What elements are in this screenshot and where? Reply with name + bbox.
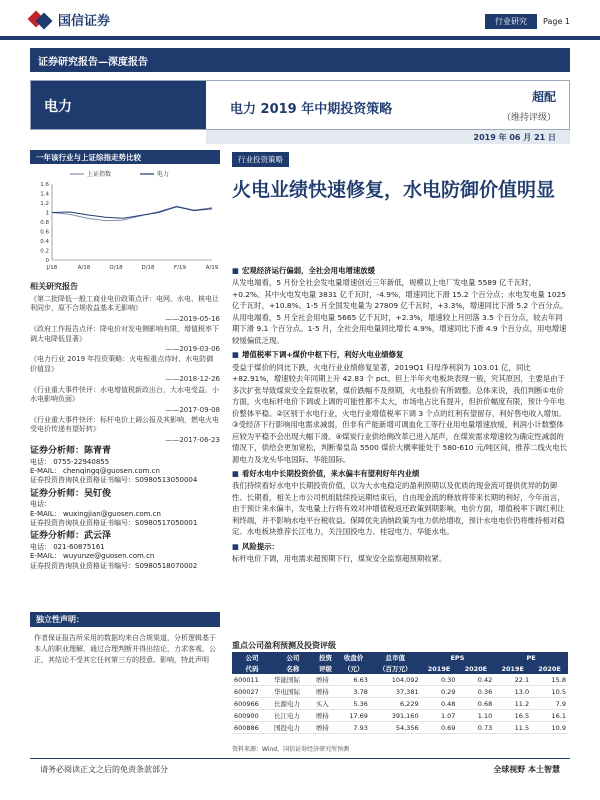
table-cell: 600900 xyxy=(232,710,272,722)
table-row xyxy=(232,698,568,710)
table-cell: 11.2 xyxy=(494,698,531,710)
analyst-tel: 电话： 0755-22940855 xyxy=(30,457,110,466)
table-header: （元） xyxy=(337,663,370,674)
table-row xyxy=(232,686,568,698)
table-cell: 增持 xyxy=(314,674,338,686)
y-tick-label: 1.4 xyxy=(40,191,49,198)
related-date: ——2019-03-06 xyxy=(165,344,220,353)
table-cell: 0.30 xyxy=(421,674,458,686)
chart-svg xyxy=(30,166,220,278)
table-cell: 7.93 xyxy=(337,722,370,734)
section-body: 标杆电价下调，用电需求超预期下行，煤炭安全监察超预期收紧。 xyxy=(232,554,447,564)
related-item[interactable]: 《第二批降低一般工商业电价政策点评：电网、水电、核电让利同步，原不合规收益基本无影响》 xyxy=(30,294,219,313)
table-cell: 0.48 xyxy=(421,698,458,710)
table-header: 名称 xyxy=(272,663,314,674)
legend-label: 电力 xyxy=(157,171,170,178)
page-number: Page 1 xyxy=(543,17,570,26)
table-cell: 国投电力 xyxy=(272,722,314,734)
y-tick-label: 0.6 xyxy=(40,229,49,236)
related-date: ——2017-06-23 xyxy=(165,435,220,444)
table-cell: 600966 xyxy=(232,698,272,710)
section-heading: ■ 增值税率下调+煤价中枢下行，利好火电业绩修复 xyxy=(232,350,404,360)
main-title: 火电业绩快速修复，水电防御价值明显 xyxy=(232,179,556,201)
table-title: 重点公司盈利预测及投资评级 xyxy=(232,641,336,650)
logo-icon xyxy=(30,11,52,29)
chart-title: 一年该行业与上证综指走势比较 xyxy=(30,150,220,164)
y-tick-label: 1 xyxy=(45,210,49,217)
y-tick-label: 0.2 xyxy=(40,248,49,255)
section-heading: ■ 看好水电中长期投资价值，来水偏丰有望利好年内业绩 xyxy=(232,468,420,478)
analyst-cert: 证券投资咨询执业资格证书编号：S0980517050001 xyxy=(30,518,198,527)
analyst-cert: 证券投资咨询执业资格证书编号：S0980518070002 xyxy=(30,561,198,570)
x-tick-label: D/18 xyxy=(141,265,155,271)
related-item[interactable]: 《行业重大事件快评：水电增值税新政出台，大水电受益，小水电影响负面》 xyxy=(30,385,219,404)
statement-body: 作者保证报告所采用的数据均来自合规渠道，分析逻辑基于本人的职业理解，通过合理判断并得出结论，力求客观、公正，其结论不受其它任何第三方的授意、影响，特此声明 xyxy=(34,634,216,665)
table-cell: 0.36 xyxy=(457,686,494,698)
report-title: 电力 2019 年中期投资策略 xyxy=(230,102,393,117)
related-reports xyxy=(30,282,220,446)
report-date: 2019 年 06 月 21 日 xyxy=(473,133,556,142)
table-cell: 华电国际 xyxy=(272,686,314,698)
legend-label: 上证指数 xyxy=(87,171,112,178)
section-heading: ■ 风险提示： xyxy=(232,541,279,551)
table-header-group: 总市值 xyxy=(370,652,421,663)
related-date: ——2017-09-08 xyxy=(165,405,220,414)
brand-name: 国信证券 xyxy=(58,14,111,29)
category-tag: 行业投资策略 xyxy=(232,152,289,167)
table-cell: 增持 xyxy=(314,710,338,722)
body-text xyxy=(232,262,568,568)
table-header: 2020E xyxy=(457,663,494,674)
analyst-name: 证券分析师：武云泽 xyxy=(30,531,112,542)
table-row xyxy=(232,710,568,722)
table-cell: 54,356 xyxy=(370,722,421,734)
section-body: 从发电端看，5 月份全社会发电量增速创近三年新低，规模以上电厂发电量 5589 亿千瓦时，+0.2%。其中火电发电量 3831 亿千瓦时，-4.9%，增速同比下滑 15.2 个百分点；水电发电量 1025 亿千瓦时，+10.8%。1-5 月全国发电量为 27809 亿千瓦时，+3.3%，增速同比下滑 5.2 个百分点。从用电端看，5 月全社会用电量 5665 亿千瓦时，+2.3%，增速较上月回落 3.5 个百分点，较去年同期下滑 9.1 个百分点。1-5 月，全社会用电量同比增长 4.9%，增速同比下滑 4.9 个百分点，用电增速较缓偏低乏现。 xyxy=(232,278,568,345)
table-header-group: 收盘价 xyxy=(337,652,370,663)
table-cell: 华能国际 xyxy=(272,674,314,686)
table-header: 评级 xyxy=(314,663,338,674)
analysts xyxy=(30,446,220,574)
table-cell: 10.5 xyxy=(531,686,568,698)
table-cell: 6,229 xyxy=(370,698,421,710)
table-cell: 0.69 xyxy=(421,722,458,734)
table-cell: 增持 xyxy=(314,722,338,734)
table-cell: 15.8 xyxy=(531,674,568,686)
table-cell: 22.1 xyxy=(494,674,531,686)
table-cell: 391,160 xyxy=(370,710,421,722)
table-header: （百万元） xyxy=(370,663,421,674)
analyst-email: E-MAIL： wuxingjian@guosen.com.cn xyxy=(30,509,161,518)
table-cell: 增持 xyxy=(314,686,338,698)
table-cell: 买入 xyxy=(314,698,338,710)
table-row xyxy=(232,722,568,734)
table-cell: 16.1 xyxy=(531,710,568,722)
table-cell: 长江电力 xyxy=(272,710,314,722)
table-header-group: 投资 xyxy=(314,652,338,663)
table-cell: 600027 xyxy=(232,686,272,698)
chart xyxy=(30,166,220,278)
report-type-band: 证券研究报告—深度报告 xyxy=(30,48,570,72)
header-right xyxy=(485,14,570,29)
table-cell: 16.5 xyxy=(494,710,531,722)
table-source: 资料来源：Wind、国信证券经济研究所预测 xyxy=(232,746,350,753)
y-tick-label: 0 xyxy=(45,258,49,264)
table-cell: 0.73 xyxy=(457,722,494,734)
x-tick-label: A/19 xyxy=(205,265,219,271)
analyst-name: 证券分析师：陈青青 xyxy=(30,446,112,456)
footer-slogan: 全球视野 本土智慧 xyxy=(493,765,560,774)
analyst-email: E-MAIL： wuyunze@guosen.com.cn xyxy=(30,552,155,561)
table-cell: 长源电力 xyxy=(272,698,314,710)
rating-sub: （维持评级） xyxy=(501,113,556,123)
table-row xyxy=(232,674,568,686)
related-date: ——2018-12-26 xyxy=(165,375,220,384)
related-heading: 相关研究报告 xyxy=(30,282,78,291)
x-tick-label: F/19 xyxy=(173,265,187,271)
table-cell: 104,092 xyxy=(370,674,421,686)
y-tick-label: 0.4 xyxy=(40,239,49,245)
table-cell: 1.10 xyxy=(457,710,494,722)
forecast-table xyxy=(232,652,568,734)
section-body: 我们持续看好水电中长期投资价值，以为大水电稳定的盈利预期以及优质的现金流可提供优异的防御性、长期看，相关上市公司机组陆续投运期结束后，自由现金流的释放将带来长期的利好，今年而言，由于预计来水偏丰，发电量上行将有效对冲增值税返还政策到期影响，电价方面，增值税率下调红利让利终端，并不影响水电平台税收益。保障优先消纳政策为电力供给增收，预计水电电价仍将维持相对稳定。水电板块推荐长江电力，关注国投电力、桂冠电力、华能水电。 xyxy=(232,481,565,537)
table-cell: 37,381 xyxy=(370,686,421,698)
section-body: 受益于煤价的同比下跌，火电行业业绩修复显著，2019Q1 归母净利润为 103.01 亿，同比+82.91%，增速较去年同期上升 42.83 个 pct。但上半年火电板块表现一般，究其原因，主要是由于多次扩张导致煤炭安全监察收紧，煤价跌幅不及预期，火电股价有所调整。总体来说，我们判断①电价方面，火电标杆电价下调或上调的可能性都不太大，市场电占比有提升，但折价幅度有限，预计今年电价整体平稳。②区别于水电行业，火电行业增值税率下调 3 个点的红利有望留存，利好售电收入增加。③受经济下行影响用电需求减弱，但非有产能新增可调血化工等行业用电量增速放缓，利润小计数整体应较为平稳不会出现大幅下滑。④煤炭行业供给侧改革已进入尾声，在煤炭需求增速较为确定性减弱的情况下，供给会更加宽松，判断秦皇岛 5500 煤价大概率能处于 580-610 元/吨区间，推荐二线火电长源电力及龙头华电国际、华能国际。 xyxy=(232,362,568,464)
analyst-name: 证券分析师：吴钉俊 xyxy=(30,488,112,499)
table-cell: 17.69 xyxy=(337,710,370,722)
analyst-email: E-MAIL： chenqingq@guosen.com.cn xyxy=(30,467,160,476)
header-rule xyxy=(0,36,600,40)
table-cell: 10.9 xyxy=(531,722,568,734)
related-item[interactable]: 《行业重大事件快评：标杆电价上调公报及其影响，燃电火电受电价传递有望好转》 xyxy=(30,416,219,434)
x-tick-label: O/18 xyxy=(109,265,123,271)
analyst xyxy=(30,531,220,571)
table-cell: 7.9 xyxy=(531,698,568,710)
section-heading: ■ 宏观经济运行偏弱，全社会用电增速放缓 xyxy=(232,266,376,275)
table-header: 2020E xyxy=(531,663,568,674)
footer-rule xyxy=(30,758,570,759)
analyst xyxy=(30,489,220,529)
table-header: 2019E xyxy=(421,663,458,674)
table-header-group: 公司 xyxy=(272,652,314,663)
analyst-cert: 证券投资咨询执业资格证书编号：S0980513050004 xyxy=(30,476,198,485)
table-header-group: 公司 xyxy=(232,652,272,663)
statement-title: 独立性声明： xyxy=(30,612,220,627)
y-tick-label: 0.8 xyxy=(40,220,49,226)
table-cell: 6.63 xyxy=(337,674,370,686)
independence-statement xyxy=(30,612,220,673)
brand-logo xyxy=(30,10,110,29)
table-cell: 0.68 xyxy=(457,698,494,710)
table-header-group: PE xyxy=(494,652,568,663)
section-tag: 行业研究 xyxy=(485,14,537,29)
table-header: 2019E xyxy=(494,663,531,674)
x-tick-label: J/18 xyxy=(46,265,58,271)
table-cell: 0.42 xyxy=(457,674,494,686)
rating: 超配 xyxy=(531,90,556,104)
related-item[interactable]: 《政府工作报告点评：降电价对发电侧影响有限，增值税率下调大电降低显著》 xyxy=(30,325,219,343)
table-cell: 1.07 xyxy=(421,710,458,722)
table-cell: 3.78 xyxy=(337,686,370,698)
analyst-tel: 电话： xyxy=(30,500,51,509)
sector-name: 电力 xyxy=(44,99,72,115)
table-header: 代码 xyxy=(232,663,272,674)
analyst-tel: 电话： 021-60875161 xyxy=(30,543,105,552)
table-cell: 0.29 xyxy=(421,686,458,698)
table-cell: 5.36 xyxy=(337,698,370,710)
analyst xyxy=(30,446,220,486)
table-cell: 600011 xyxy=(232,674,272,686)
table-cell: 11.5 xyxy=(494,722,531,734)
y-tick-label: 1.6 xyxy=(40,182,49,188)
related-date: ——2019-05-16 xyxy=(165,314,220,323)
table-cell: 13.0 xyxy=(494,686,531,698)
related-item[interactable]: 《电力行业 2019 年投资策略：火电板重点待时，水电防御价值显》 xyxy=(30,355,214,373)
footer-disclaimer: 请务必阅读正文之后的免责条款部分 xyxy=(40,765,168,774)
table-cell: 600886 xyxy=(232,722,272,734)
x-tick-label: A/18 xyxy=(77,265,91,271)
table-header-group: EPS xyxy=(421,652,495,663)
y-tick-label: 1.2 xyxy=(40,201,49,207)
